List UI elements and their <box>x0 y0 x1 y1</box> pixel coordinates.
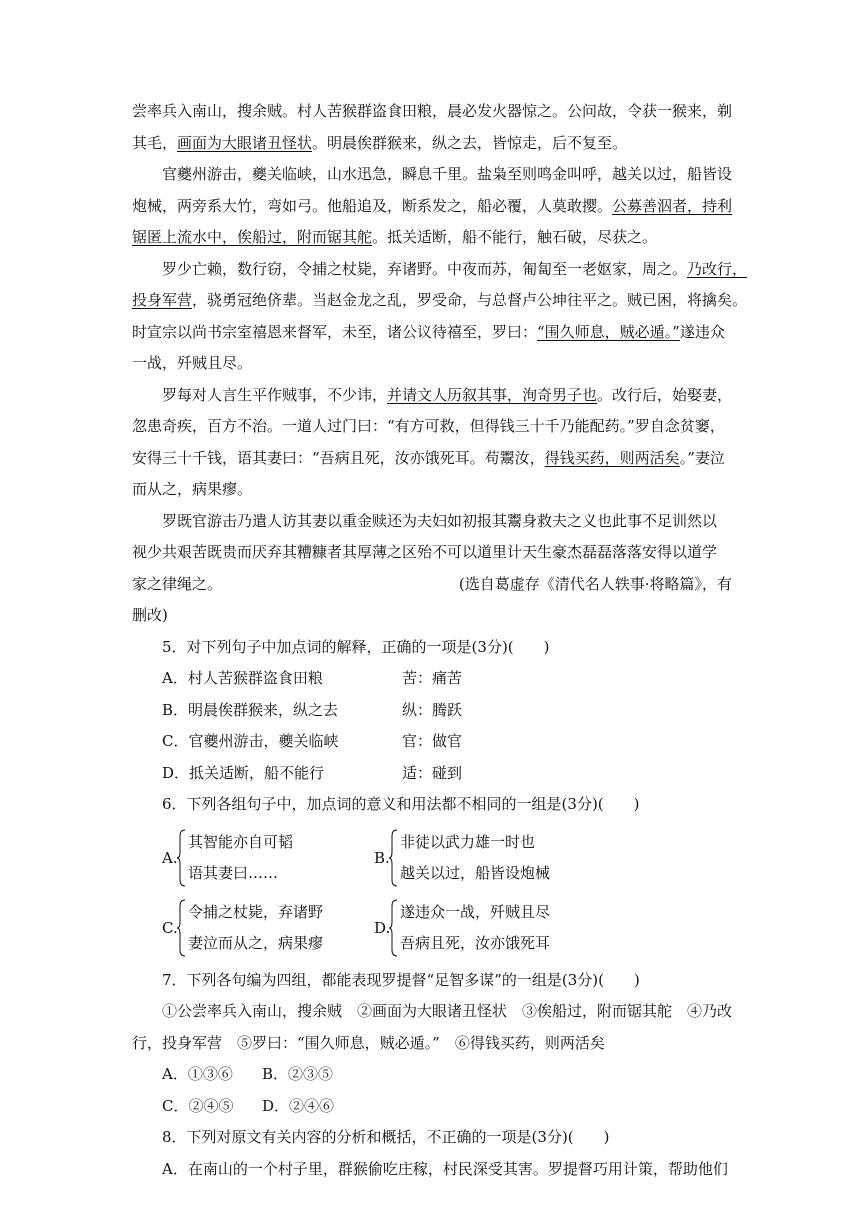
q5-option-b <box>132 695 732 727</box>
text: 其毛， <box>132 133 178 152</box>
question-8-stem: 8．下列对原文有关内容的分析和概括，不正确的一项是(3分)( ) <box>162 1128 610 1146</box>
option-label: B. <box>374 848 390 867</box>
q8-option-a: A．在南山的一个村子里，群猴偷吃庄稼，村民深受其害。罗提督巧用计策，帮助他们 <box>162 1159 728 1178</box>
option-sentence: A．村人苦猴群盗食田粮 <box>162 669 323 687</box>
option-label: C. <box>162 918 178 937</box>
text: 罗每对人言生平作贼事，不少讳， <box>162 385 388 404</box>
text: 安得三十千钱，语其妻曰：“吾病且死，汝亦饿死耳。苟鬻汝， <box>132 448 545 467</box>
underlined-sentence: 乃改行， <box>687 259 748 278</box>
passage-line <box>132 222 732 254</box>
exam-page <box>132 96 748 1185</box>
q5-option-d <box>132 758 732 790</box>
q7-choices-cd <box>132 1091 732 1123</box>
option-label: D. <box>374 918 391 937</box>
q6-option-b <box>374 825 584 891</box>
underlined-sentence: 公募善泅者，持利 <box>612 196 733 215</box>
brace-icon <box>388 828 398 888</box>
passage-line <box>132 254 748 286</box>
text: 。”妻泣 <box>679 448 725 467</box>
text: ，骁勇冠绝侪辈。当赵金龙之乱，罗受命，与总督卢公坤往平之。贼已困，将擒矣。 <box>192 291 748 309</box>
text: 。明晨俟群猴来，纵之去，皆惊走，后不复至。 <box>312 133 628 152</box>
underlined-sentence: 投身军营 <box>132 291 193 309</box>
option-sentence: 越关以过，船皆设炮械 <box>400 863 551 882</box>
question-6-stem: 6．下列各组句子中，加点词的意义和用法都不相同的一组是(3分)( ) <box>162 795 640 813</box>
text: 。改行后，始娶妻， <box>597 385 733 404</box>
q7-statements: ①公尝率兵入南山，搜余贼 ②画面为大眼诸丑怪状 ③俟船过，附而锯其舵 ④乃改 <box>162 1002 733 1020</box>
option-sentence: B．明晨俟群猴来，纵之去 <box>162 700 339 719</box>
option-sentence: C．官夔州游击，夔关临峡 <box>162 732 339 750</box>
option-label: A. <box>162 848 178 867</box>
text: 家之律绳之。 <box>132 574 223 593</box>
option-sentence: 非徒以武力雄一时也 <box>400 832 536 851</box>
passage-line: 官夔州游击，夔关临峡，山水迅急，瞬息千里。盐枭至则鸣金叫呼，越关以过，船皆设 <box>162 165 733 183</box>
q6-row-ab <box>132 825 732 891</box>
q7-statements-cont: 行，投身军营 ⑤罗曰：“围久师息，贼必遁。” ⑥得钱买药，则两活矣 <box>132 1033 605 1052</box>
option-sentence: 语其妻曰…… <box>188 863 279 882</box>
passage-line: 而从之，病果瘳。 <box>132 480 253 498</box>
option-sentence: 吾病且死，汝亦饿死耳 <box>400 933 551 952</box>
underlined-sentence: 画面为大眼诸丑怪状 <box>177 133 313 152</box>
underlined-sentence: “围久师息，贼必遁。” <box>537 322 680 341</box>
passage-line: 一战，歼贼且尽。 <box>132 354 253 372</box>
option-explanation: 纵：腾跃 <box>402 700 463 719</box>
q5-option-c <box>132 726 732 758</box>
option-sentence: 令捕之杖毙，弃诸野 <box>188 902 324 921</box>
passage-line <box>132 380 732 412</box>
q6-option-d <box>374 895 584 961</box>
option-sentence: 其智能亦自可韬 <box>188 832 294 851</box>
passage-line <box>132 128 732 160</box>
q6-row-cd <box>132 895 732 961</box>
option-explanation: 苦：痛苦 <box>402 669 463 687</box>
text: 罗少亡赖，数行窃，令捕之杖毙，弃诸野。中夜而苏，匍匐至一老妪家，周之。 <box>162 259 688 278</box>
underlined-sentence: 得钱买药，则两活矣 <box>544 448 680 467</box>
brace-icon <box>388 898 398 958</box>
choice-d: D．②④⑥ <box>262 1096 335 1115</box>
choice-b: B．②③⑤ <box>262 1065 334 1083</box>
choice-a: A．①③⑥ <box>162 1065 233 1083</box>
option-sentence: D．抵关适断，船不能行 <box>162 763 325 782</box>
text: 。抵关适断，船不能行，触石破，尽获之。 <box>372 228 658 246</box>
choice-c: C．②④⑤ <box>162 1096 234 1115</box>
passage-line: 罗既官游击乃遣人访其妻以重金赎还为夫妇如初报其鬻身救夫之义也此事不足训然以 <box>162 511 718 530</box>
q7-choices-ab <box>132 1059 732 1091</box>
source-citation: (选自葛虚存《清代名人轶事·将略篇》，有 <box>458 574 732 593</box>
text: 遂违众 <box>679 322 725 341</box>
option-explanation: 适：碰到 <box>402 763 463 782</box>
question-5-stem: 5．对下列句子中加点词的解释，正确的一项是(3分)( ) <box>162 637 550 656</box>
q5-option-a <box>132 663 732 695</box>
passage-line <box>132 569 732 601</box>
q6-option-c <box>162 895 372 961</box>
source-citation-cont: 删改) <box>132 606 168 624</box>
underlined-sentence: 并请文人历叙其事，洵奇男子也 <box>387 385 598 404</box>
passage-line: 尝率兵入南山，搜余贼。村人苦猴群盗食田粮，晨必发火器惊之。公问故，令获一猴来，剃 <box>132 102 733 120</box>
option-explanation: 官：做官 <box>402 732 463 750</box>
text: 炮械，两旁系大竹，弯如弓。他船追及，断系发之，船必覆，人莫敢撄。 <box>132 196 613 215</box>
question-7-stem: 7．下列各句编为四组，都能表现罗提督“足智多谋”的一组是(3分)( ) <box>162 970 640 989</box>
passage-line <box>132 191 732 223</box>
option-sentence: 妻泣而从之，病果瘳 <box>188 933 324 952</box>
passage-line <box>132 317 732 349</box>
q6-option-a <box>162 825 372 891</box>
brace-icon <box>176 828 186 888</box>
passage-line: 忽患奇疾，百方不治。一道人过门曰：“有方可救，但得钱三十千乃能配药。”罗自念贫窭， <box>132 417 725 435</box>
passage-line: 视少共艰苦既贵而厌弃其糟糠者其厚薄之区殆不可以道里计天生豪杰磊磊落落安得以道学 <box>132 543 718 561</box>
underlined-sentence: 锯匿上流水中，俟船过，附而锯其舵 <box>132 228 373 246</box>
brace-icon <box>176 898 186 958</box>
passage-line <box>132 285 748 317</box>
passage-line <box>132 443 732 475</box>
text: 时宣宗以尚书宗室禧恩来督军，未至，诸公议待禧至，罗曰： <box>132 322 538 341</box>
option-sentence: 遂违众一战，歼贼且尽 <box>400 902 551 921</box>
